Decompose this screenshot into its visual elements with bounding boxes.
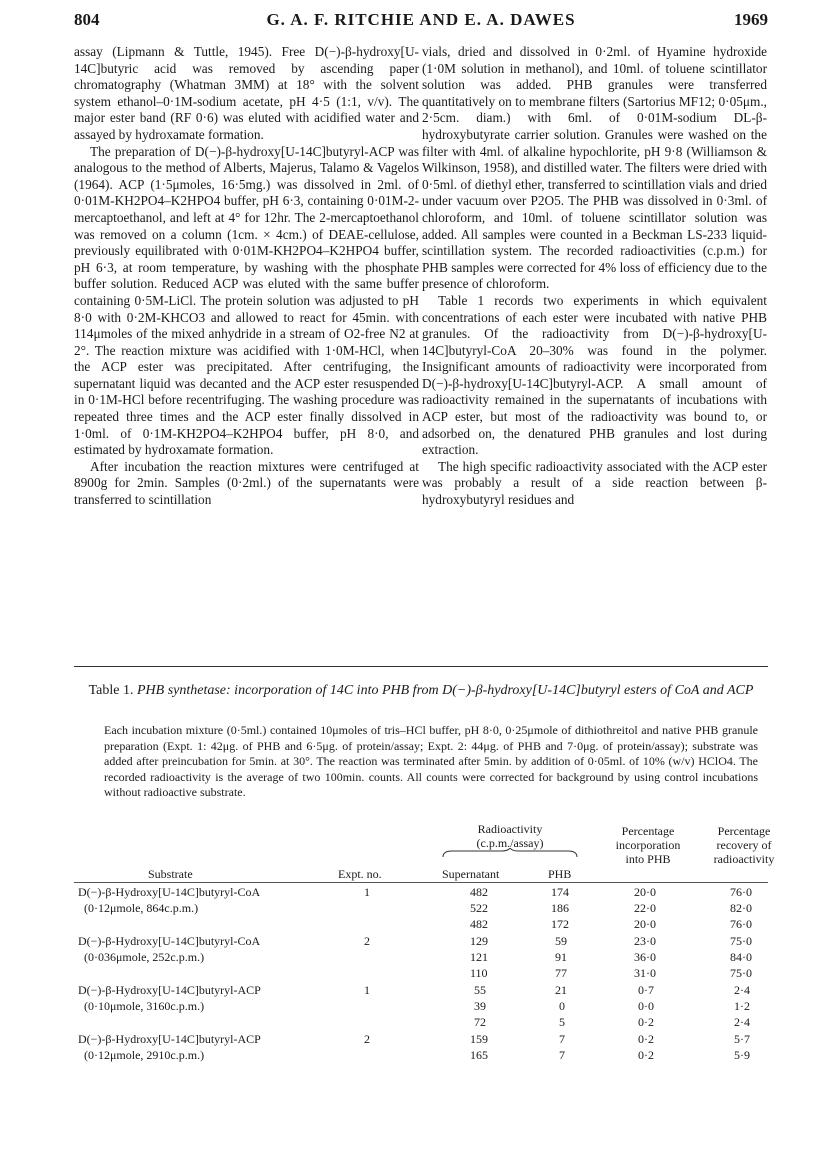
year: 1969 [734,10,768,29]
running-header [74,6,768,36]
incorporation-header-line2: incorporation [615,838,681,852]
right-column [422,44,767,509]
supernatant-value: 72 [474,1015,486,1029]
recovery-value: 84·0 [730,950,752,964]
supernatant-value: 55 [474,983,486,997]
substrate-detail: (0·12μmole, 864c.p.m.) [84,901,199,915]
expt-header: Expt. no. [338,867,382,881]
expt-number: 1 [364,885,370,899]
supernatant-value: 522 [470,901,488,915]
phb-header: PHB [548,867,572,881]
recovery-value: 5·9 [734,1048,750,1062]
left-paragraph-2: The preparation of D(−)-β-hydroxy[U-14C]butyryl-ACP was analogous to the method of Alberts, Majerus, Talamo & Vagelos (1964). ACP (1·5μmoles, 16·5mg.) was dissolved in 2ml. of 0·01M-KH2PO4–K2HPO4 buffer, pH 6·3, containing 0·01M-2-mercaptoethanol, and left at 4° for 12hr. The 2-mercaptoethanol was removed on a column (1cm. × 4cm.) of DEAE-cellulose, previously equilibrated with 0·01M-KH2PO4–K2HPO4 buffer, pH 6·3, at room temperature, by washing with the phosphate buffer solution. Reduced ACP was eluted with the same buffer containing 0·5M-LiCl. The protein solution was adjusted to pH 8·0 with 0·2M-KHCO3 and allowed to react for 45min. with 114μmoles of the mixed anhydride in a stream of O2-free N2 at 2°. The reaction mixture was acidified with 1·0M-HCl, when the ACP ester was precipitated. After centrifuging, the supernatant liquid was decanted and the ACP ester resuspended in 0·1M-HCl before recentrifuging. The washing procedure was repeated three times and the ACP ester finally dissolved in 1·0ml. of 0·1M-KH2PO4–K2HPO4 buffer, pH 8·0, and estimated by hydroxamate formation. [74,143,419,458]
incorporation-value: 0·2 [638,1015,654,1029]
phb-value: 5 [559,1015,565,1029]
phb-value: 77 [555,966,567,980]
substrate-detail: (0·036μmole, 252c.p.m.) [84,950,205,964]
recovery-header [696,824,792,866]
recovery-value: 76·0 [730,885,752,899]
supernatant-value: 482 [470,917,488,931]
phb-value: 0 [559,999,565,1013]
table-header-rule [74,882,768,883]
phb-value: 172 [551,917,569,931]
expt-number: 2 [364,1032,370,1046]
recovery-header-line1: Percentage [717,824,771,838]
radioactivity-brace [442,848,578,858]
incorporation-value: 0·7 [638,983,654,997]
recovery-header-line3: radioactivity [713,852,775,866]
supernatant-header: Supernatant [442,867,500,881]
section-divider [74,666,768,667]
incorporation-value: 0·2 [638,1048,654,1062]
incorporation-value: 22·0 [634,901,656,915]
expt-number: 2 [364,934,370,948]
incorporation-header [600,824,696,866]
supernatant-value: 129 [470,934,488,948]
incorporation-value: 0·2 [638,1032,654,1046]
recovery-header-line2: recovery of [716,838,772,852]
recovery-value: 75·0 [730,966,752,980]
left-paragraph-1: assay (Lipmann & Tuttle, 1945). Free D(−)-β-hydroxy[U-14C]butyric acid was removed by ascending paper chromatography (Whatman 3MM) at 18° with the solvent system ethanol–0·1M-sodium acetate, pH 4·5 (1:1, v/v). The major ester band (RF 0·6) was eluted with acidified water and assayed by hydroxamate formation. [74,44,419,142]
incorporation-value: 20·0 [634,917,656,931]
phb-value: 91 [555,950,567,964]
substrate-name: D(−)-β-Hydroxy[U-14C]butyryl-ACP [78,1032,261,1046]
supernatant-value: 482 [470,885,488,899]
radioactivity-header-line1: Radioactivity [477,822,543,836]
incorporation-value: 0·0 [638,999,654,1013]
phb-value: 186 [551,901,569,915]
page-number: 804 [74,10,100,29]
phb-value: 21 [555,983,567,997]
table-label: Table 1. [88,683,134,698]
table-title: PHB synthetase: incorporation of 14C into PHB from D(−)-β-hydroxy[U-14C]butyryl esters of CoA and ACP [136,683,754,698]
table-caption [74,683,768,699]
supernatant-value: 165 [470,1048,488,1062]
supernatant-value: 159 [470,1032,488,1046]
phb-value: 59 [555,934,567,948]
left-column [74,44,419,509]
incorporation-value: 36·0 [634,950,656,964]
radioactivity-header [442,822,578,850]
recovery-value: 5·7 [734,1032,750,1046]
recovery-value: 75·0 [730,934,752,948]
incorporation-value: 31·0 [634,966,656,980]
incorporation-header-line1: Percentage [621,824,675,838]
incorporation-value: 23·0 [634,934,656,948]
substrate-name: D(−)-β-Hydroxy[U-14C]butyryl-CoA [78,885,261,899]
recovery-value: 82·0 [730,901,752,915]
right-paragraph-1: vials, dried and dissolved in 0·2ml. of Hyamine hydroxide (1·0M solution in methanol), and 10ml. of toluene scintillator solution was added. PHB granules were transferred quantitatively on to membrane filters (Sartorius MF12; 0·05μm., 2·5cm. diam.) with 6ml. of 0·01M-sodium DL-β-hydroxybutyrate carrier solution. Granules were washed on the filter with 4ml. of alkaline hypochlorite, pH 9·8 (Williamson & Wilkinson, 1958), and distilled water. The filters were dried with 0·5ml. of diethyl ether, transferred to scintillation vials and dried under vacuum over P2O5. The PHB was dissolved in 0·3ml. of chloroform, and 10ml. of toluene scintillator solution was added. All samples were counted in a Beckman LS-233 liquid-scintillation system. The recorded radioactivities (c.p.m.) for PHB samples were corrected for 4% loss of efficiency due to the presence of chloroform. [422,44,767,292]
phb-value: 7 [559,1048,565,1062]
recovery-value: 2·4 [734,1015,750,1029]
left-paragraph-3: After incubation the reaction mixtures were centrifuged at 8900g for 2min. Samples (0·2ml.) of the supernatants were transferred to scintillation [74,458,419,508]
supernatant-value: 39 [474,999,486,1013]
table-description: Each incubation mixture (0·5ml.) contained 10μmoles of tris–HCl buffer, pH 8·0, 0·25μmole of dithiothreitol and native PHB granule preparation (Expt. 1: 42μg. of PHB and 6·5μg. of protein/assay; Expt. 2: 44μg. of PHB and 7·0μg. of protein/assay); substrate was added after preincubation for 5min. at 30°. The reaction was terminated after 5min. by addition of 0·05ml. of 10% (w/v) HClO4. The recorded radioactivity is the average of two 100min. counts. All counts were corrected for background by using control incubations without radioactive substrate. [104,723,758,799]
recovery-value: 1·2 [734,999,750,1013]
expt-number: 1 [364,983,370,997]
right-paragraph-3: The high specific radioactivity associated with the ACP ester was probably a result of a side reaction between β-hydroxybutyryl residues and [422,458,767,508]
recovery-value: 76·0 [730,917,752,931]
substrate-name: D(−)-β-Hydroxy[U-14C]butyryl-ACP [78,983,261,997]
right-paragraph-2: Table 1 records two experiments in which equivalent concentrations of each ester were incubated with native PHB granules. Of the radioactivity from D(−)-β-hydroxy[U-14C]butyryl-CoA 20–30% was found in the polymer. Insignificant amounts of radioactivity were incorporated from D(−)-β-hydroxy[U-14C]butyryl-ACP. A small amount of radioactivity remained in the supernatants of incubations with ACP ester, but most of the radioactivity was bound to, or adsorbed on, the denatured PHB granules and lost during extraction. [422,292,767,458]
radioactivity-header-line2: (c.p.m./assay) [476,836,544,850]
substrate-header: Substrate [148,867,193,881]
substrate-name: D(−)-β-Hydroxy[U-14C]butyryl-CoA [78,934,261,948]
substrate-detail: (0·10μmole, 3160c.p.m.) [84,999,205,1013]
incorporation-header-line3: into PHB [625,852,671,866]
phb-value: 174 [551,885,569,899]
running-authors: G. A. F. RITCHIE AND E. A. DAWES [266,10,576,29]
incorporation-value: 20·0 [634,885,656,899]
supernatant-value: 110 [470,966,488,980]
substrate-detail: (0·12μmole, 2910c.p.m.) [84,1048,205,1062]
supernatant-value: 121 [470,950,488,964]
recovery-value: 2·4 [734,983,750,997]
phb-value: 7 [559,1032,565,1046]
